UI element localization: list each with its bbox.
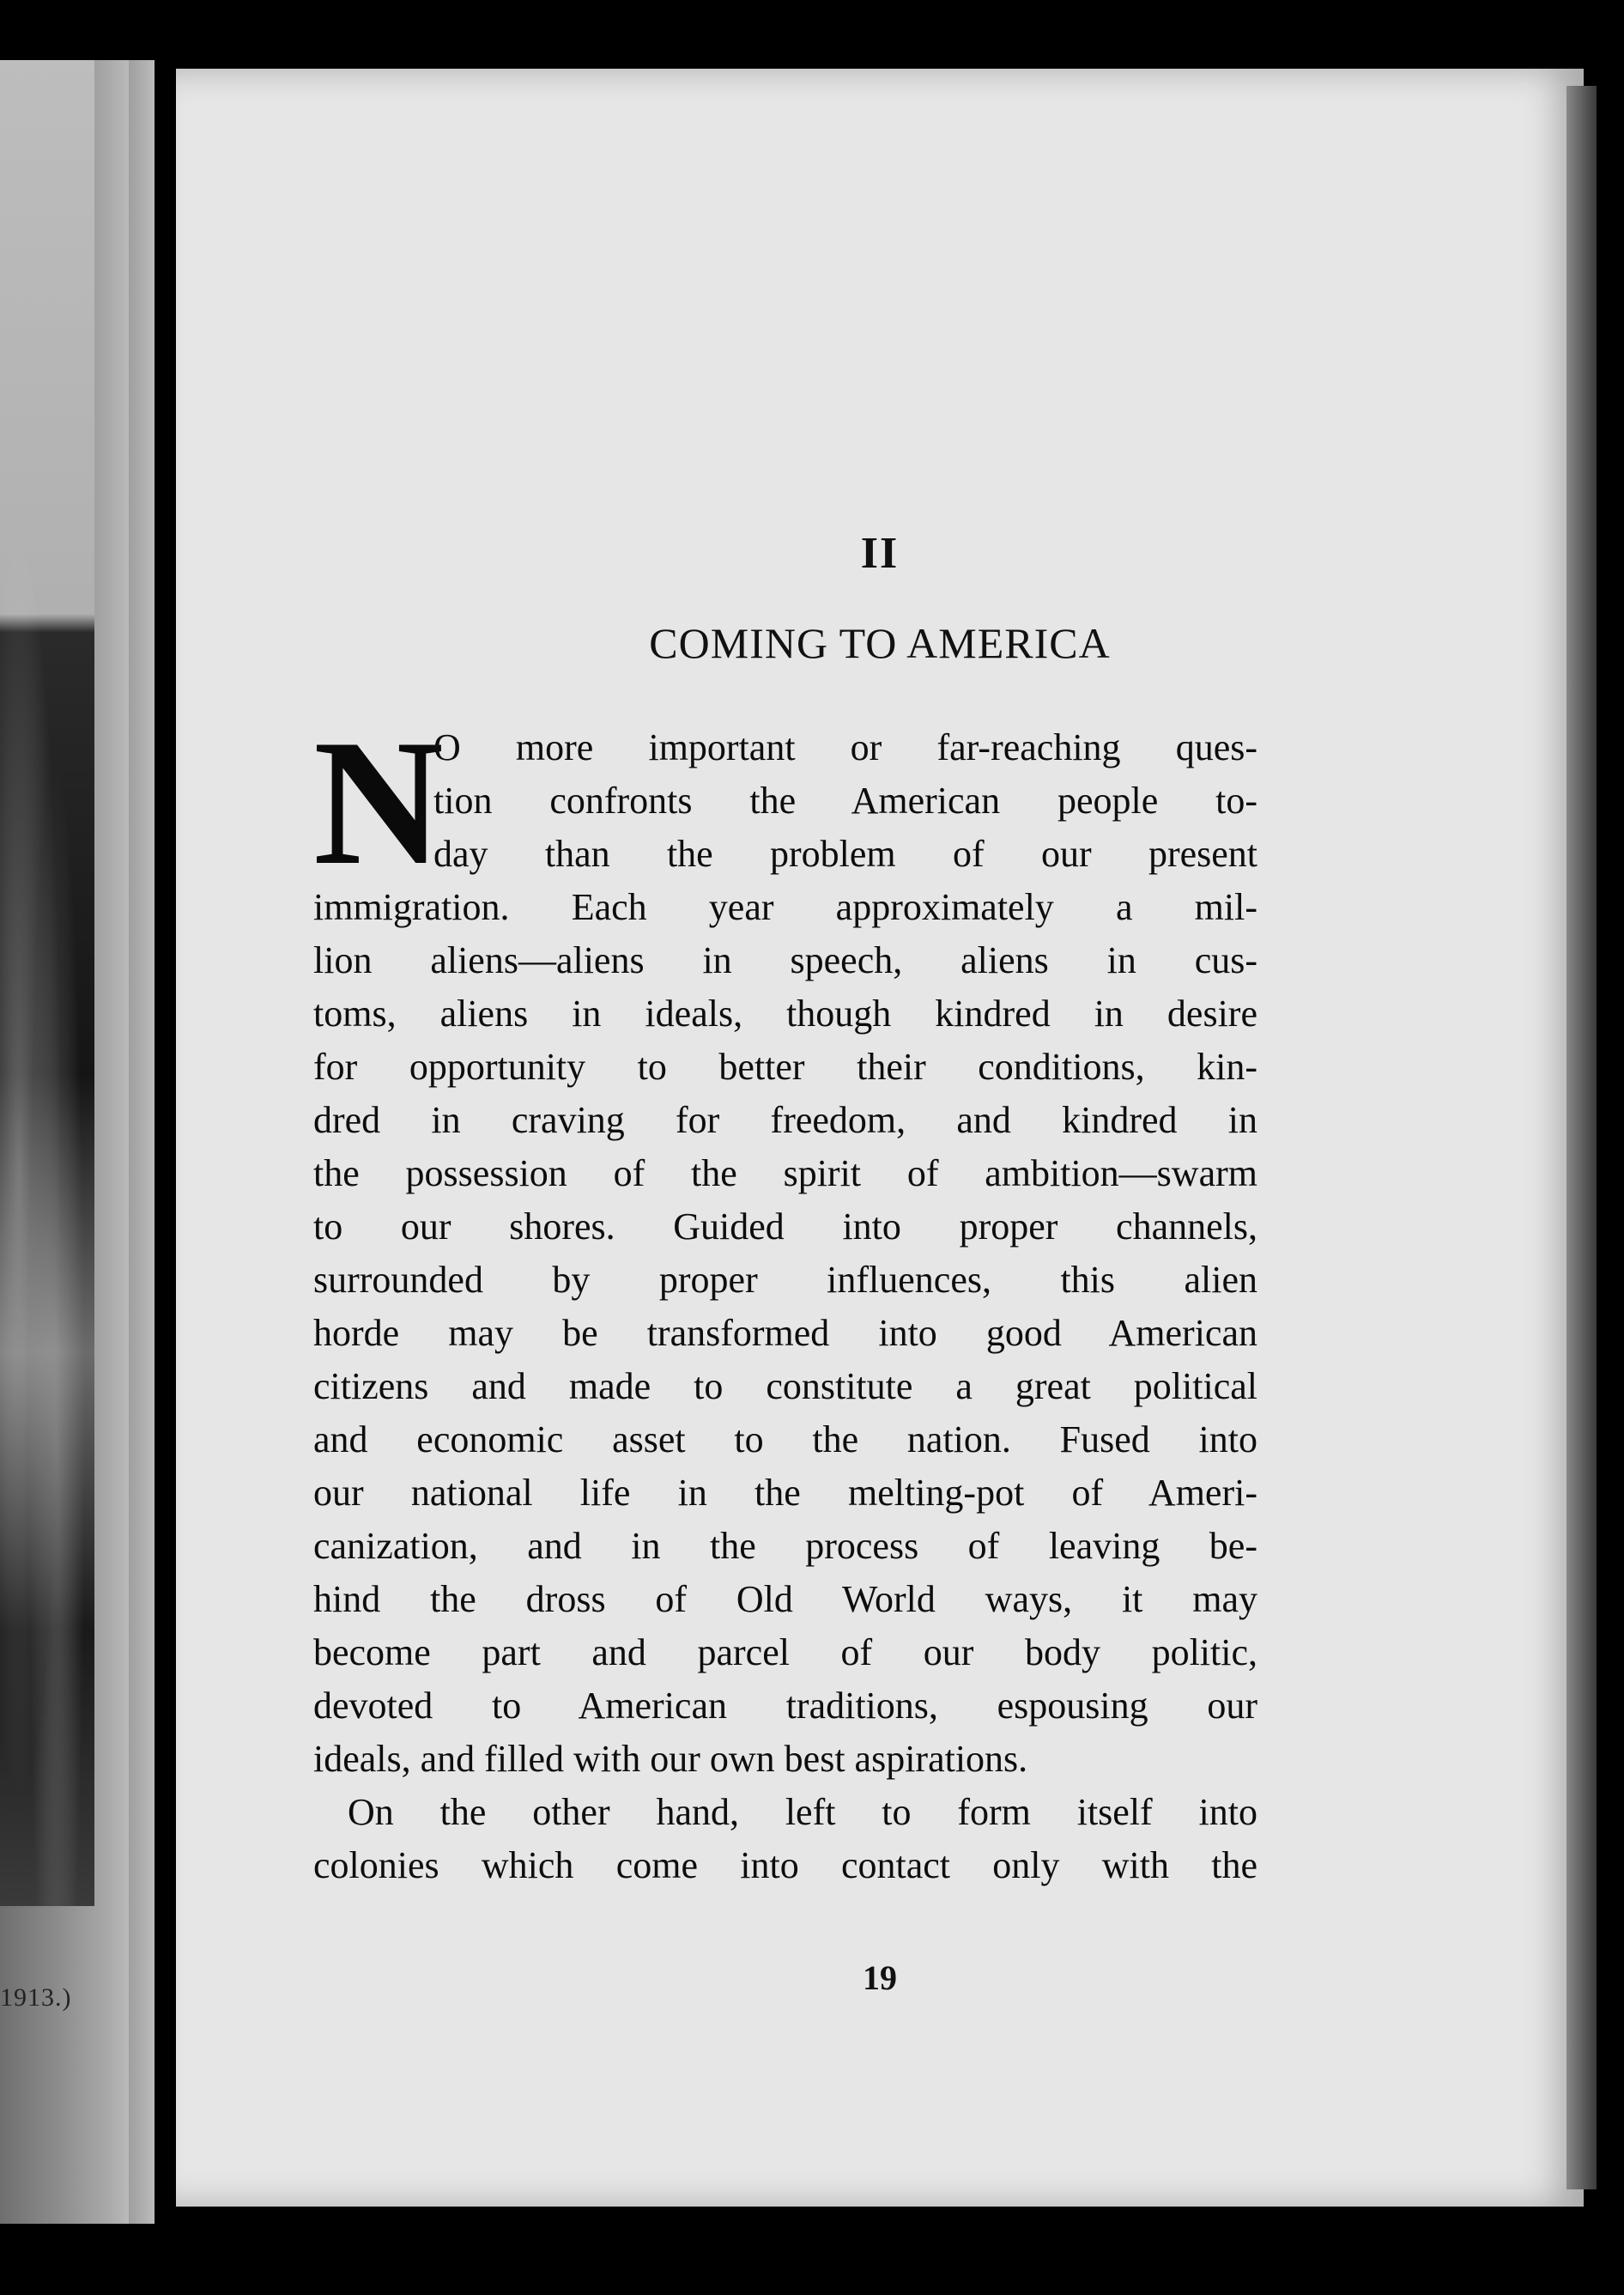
- text-line: canization, and in the process of leaving be-: [313, 1525, 1257, 1567]
- text-line: hind the dross of Old World ways, it may: [313, 1578, 1257, 1620]
- text-line: toms, aliens in ideals, though kindred in desire: [313, 993, 1257, 1035]
- text-line: O more important or far-reaching ques-: [433, 726, 1257, 768]
- text-line: colonies which come into contact only with the: [313, 1844, 1257, 1886]
- text-line: horde may be transformed into good American: [313, 1312, 1257, 1354]
- body-text: [313, 703, 1257, 1892]
- caption-fragment: 1913.): [0, 1983, 72, 2012]
- paragraph-1: [313, 881, 1257, 1786]
- text-line: surrounded by proper influences, this alien: [313, 1259, 1257, 1301]
- page-edge: [1566, 86, 1597, 2189]
- text-line: lion aliens—aliens in speech, aliens in cus-: [313, 939, 1257, 981]
- text-line: On the other hand, left to form itself into: [348, 1791, 1257, 1833]
- text-line: dred in craving for freedom, and kindred in: [313, 1099, 1257, 1141]
- text-line: to our shores. Guided into proper channels,: [313, 1205, 1257, 1248]
- text-line: our national life in the melting-pot of Ameri-: [313, 1472, 1257, 1514]
- opening-block: [313, 703, 1257, 902]
- chapter-number: II: [860, 529, 900, 578]
- chapter-title: COMING TO AMERICA: [649, 619, 1111, 667]
- text-line: immigration. Each year approximately a mil-: [313, 886, 1257, 928]
- text-line: become part and parcel of our body politic,: [313, 1631, 1257, 1673]
- book-page: [176, 69, 1584, 2207]
- drop-cap: N: [313, 703, 444, 902]
- photo-plate-image: [0, 60, 94, 1906]
- drop-cap-lines: [433, 721, 1257, 881]
- page-number: 19: [863, 1958, 897, 1997]
- text-line: and economic asset to the nation. Fused into: [313, 1418, 1257, 1460]
- text-line: for opportunity to better their conditions, kin-: [313, 1046, 1257, 1088]
- text-line: the possession of the spirit of ambition—swarm: [313, 1152, 1257, 1194]
- text-line: devoted to American traditions, espousing our: [313, 1685, 1257, 1727]
- text-line: tion confronts the American people to-: [433, 780, 1257, 822]
- text-line: ideals, and filled with our own best aspirations.: [313, 1738, 1028, 1780]
- text-line: citizens and made to constitute a great political: [313, 1365, 1257, 1407]
- paragraph-2: [313, 1786, 1257, 1892]
- text-line: day than the problem of our present: [433, 833, 1257, 875]
